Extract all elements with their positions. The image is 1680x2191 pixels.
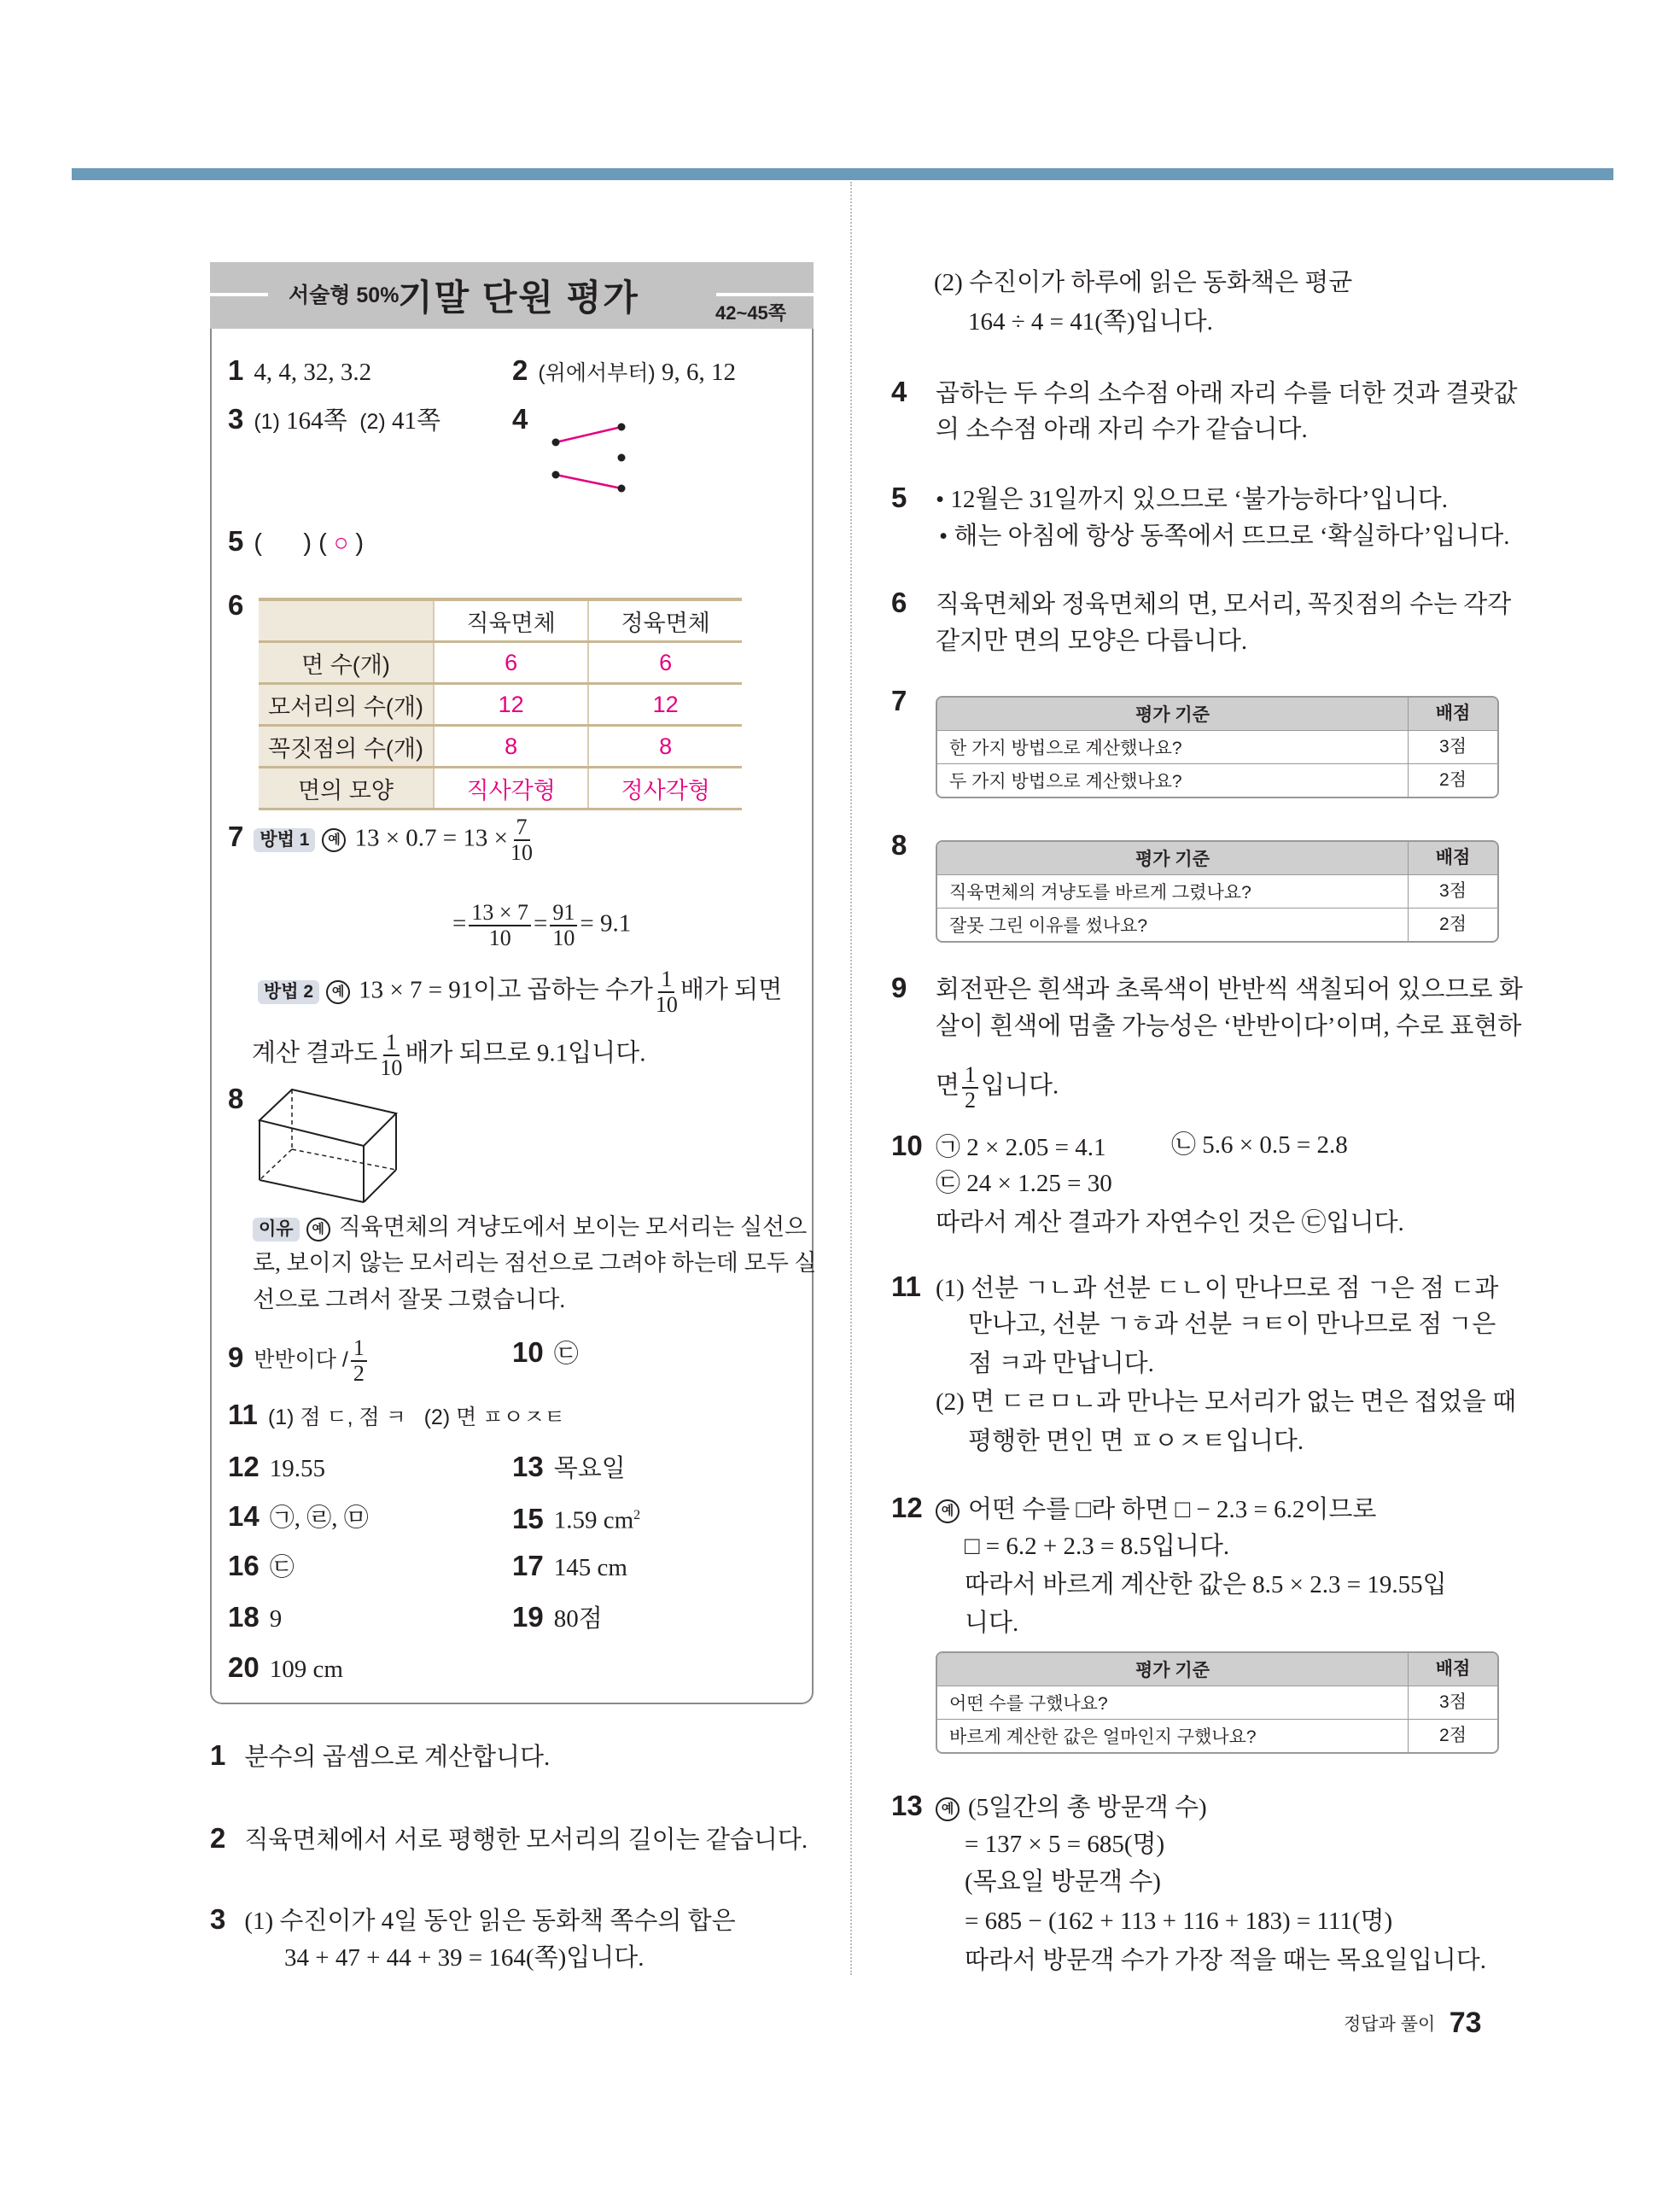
- answer-text: 109 cm: [269, 1656, 343, 1683]
- text-line: • 해는 아침에 항상 동쪽에서 뜨므로 ‘확실하다’입니다.: [939, 523, 1510, 550]
- fraction: [962, 1063, 978, 1113]
- rubric-table-7: [936, 696, 1499, 798]
- fraction: [510, 815, 533, 865]
- answer-text: 목요일: [553, 1455, 626, 1482]
- numerator: 91: [550, 901, 577, 926]
- rubric-header: [937, 842, 1497, 874]
- numerator: 1: [383, 1031, 400, 1056]
- rubric-header-points: 배점: [1408, 842, 1497, 874]
- table-row: [259, 726, 742, 768]
- explanation-number: 5: [891, 482, 907, 513]
- text-line: □ = 6.2 + 2.3 = 8.5입니다.: [965, 1533, 1230, 1560]
- fraction: [469, 901, 531, 950]
- expression: =: [452, 909, 467, 938]
- table-header: 직육면체: [434, 599, 588, 642]
- numerator: 13 × 7: [469, 901, 531, 926]
- rubric-criteria: 두 가지 방법으로 계산했나요?: [949, 772, 1182, 792]
- expression: = 9.1: [580, 909, 632, 938]
- denominator: 10: [380, 1055, 403, 1080]
- rubric-table-8: [936, 840, 1499, 943]
- denominator: 10: [655, 992, 678, 1017]
- answer-number: 17: [512, 1550, 544, 1581]
- answer-2: [512, 354, 736, 389]
- table-cell: 8: [588, 726, 742, 768]
- answer-number: 2: [512, 354, 528, 386]
- answer-4: [512, 403, 538, 436]
- explanation-number: 13: [891, 1790, 923, 1821]
- answer-number: 8: [228, 1083, 244, 1114]
- answer-text: ㉠, ㉣, ㉤: [269, 1504, 369, 1532]
- answer-15: [512, 1500, 640, 1536]
- table-header: 정육면체: [588, 599, 742, 642]
- fraction: [656, 967, 678, 1017]
- table-cell: [259, 599, 434, 642]
- explanation-8: [891, 829, 917, 862]
- answer-number: 1: [228, 354, 244, 386]
- explanation-number: 1: [210, 1739, 226, 1771]
- answer-number: 19: [512, 1601, 544, 1633]
- numerator: 1: [658, 967, 674, 993]
- answer-text: ㉢: [269, 1554, 295, 1581]
- method-1-tag: 방법 1: [254, 828, 315, 852]
- table-cell: 정사각형: [588, 768, 742, 809]
- text-line: 만나고, 선분 ㄱㅎ과 선분 ㅋㅌ이 만나므로 점 ㄱ은: [968, 1311, 1496, 1338]
- explanation-number: 12: [891, 1492, 923, 1523]
- superscript: 2: [633, 1508, 641, 1522]
- method-2-tag: 방법 2: [258, 980, 319, 1004]
- answer-11: [228, 1399, 565, 1433]
- row-label: 꼭짓점의 수(개): [259, 726, 434, 768]
- explanation-9-line-3: [936, 1063, 1059, 1113]
- rubric-points: 3점: [1408, 875, 1497, 908]
- example-mark: 예: [306, 1218, 330, 1242]
- answer-17: [512, 1550, 627, 1583]
- header-line-right: [716, 293, 814, 296]
- numerator: 1: [351, 1336, 367, 1362]
- text-line: = 137 × 5 = 685(명): [965, 1831, 1165, 1858]
- answer-text: 41쪽: [392, 407, 441, 435]
- page-number: 73: [1449, 2007, 1482, 2039]
- denominator: 10: [488, 926, 511, 950]
- table-cell: 8: [434, 726, 588, 768]
- paren: (: [318, 529, 327, 557]
- table-cell: 6: [434, 642, 588, 684]
- text-line: 점 ㅋ과 만납니다.: [968, 1350, 1154, 1377]
- answer-number: 18: [228, 1601, 260, 1633]
- text-line: ㉡ 5.6 × 0.5 = 2.8: [1171, 1131, 1348, 1159]
- text-line: 니다.: [965, 1610, 1019, 1637]
- row-label: 면의 모양: [259, 768, 434, 809]
- answer-text: 145 cm: [553, 1554, 627, 1581]
- answer-number: 4: [512, 403, 528, 435]
- answer-number: 14: [228, 1500, 260, 1532]
- rubric-criteria: 바르게 계산한 값은 얼마인지 구했나요?: [949, 1727, 1257, 1747]
- matching-lines-diagram: [546, 418, 632, 500]
- text-line: 살이 흰색에 멈출 가능성은 ‘반반이다’이며, 수로 표현하: [936, 1013, 1522, 1040]
- text-line: 분수의 곱셈으로 계산합니다.: [244, 1744, 551, 1771]
- answer-text: 반반이다 /: [254, 1347, 348, 1372]
- answer-8-reason: [253, 1212, 807, 1242]
- expression: 13 × 0.7 = 13 ×: [354, 824, 509, 852]
- answer-6: [228, 589, 254, 622]
- text-line: (1) 수진이가 4일 동안 읽은 동화책 쪽수의 합은: [244, 1908, 736, 1935]
- numerator: 1: [962, 1063, 978, 1089]
- text-line: • 12월은 31일까지 있으므로 ‘불가능하다’입니다.: [936, 486, 1448, 513]
- explanation-number: 4: [891, 376, 907, 407]
- text-line: (2) 수진이가 하루에 읽은 동화책은 평균: [934, 269, 1353, 296]
- answer-number: 5: [228, 525, 244, 557]
- rubric-criteria: 어떤 수를 구했나요?: [949, 1694, 1108, 1714]
- rubric-points: 2점: [1408, 764, 1497, 797]
- text-line: 입니다.: [981, 1072, 1059, 1100]
- example-mark: 예: [936, 1499, 960, 1523]
- expression: =: [534, 909, 548, 938]
- rubric-row: [937, 874, 1497, 908]
- answer-number: 9: [228, 1341, 244, 1373]
- answer-7-line-4: [252, 1031, 645, 1080]
- answer-20: [228, 1651, 343, 1685]
- top-accent-bar: [72, 168, 1613, 180]
- text-line: 로, 보이지 않는 모서리는 점선으로 그려야 하는데 모두 실: [253, 1250, 817, 1276]
- explanation-5: [891, 482, 1448, 515]
- row-label: 모서리의 수(개): [259, 684, 434, 726]
- text-line: ㉠ 2 × 2.05 = 4.1: [936, 1134, 1106, 1161]
- text-line: (2) 면 ㄷㄹㅁㄴ과 만나는 모서리가 없는 면은 접었을 때: [936, 1388, 1517, 1416]
- page-title: 기말 단원 평가: [398, 278, 639, 318]
- text-line: 164 ÷ 4 = 41(쪽)입니다.: [968, 308, 1213, 336]
- rubric-row: [937, 763, 1497, 797]
- denominator: 2: [353, 1361, 365, 1386]
- explanation-number: 9: [891, 972, 907, 1003]
- answer-1: [228, 354, 371, 388]
- column-divider: [850, 182, 852, 1975]
- answer-5: [228, 525, 364, 558]
- answer-16: [228, 1550, 295, 1583]
- example-mark: 예: [322, 828, 346, 852]
- text-line: 따라서 계산 결과가 자연수인 것은 ㉢입니다.: [936, 1209, 1404, 1236]
- text-line: 면: [936, 1072, 960, 1100]
- rubric-row: [937, 730, 1497, 763]
- explanation-3: [210, 1903, 736, 1937]
- table-cell: 직사각형: [434, 768, 588, 809]
- fraction: [550, 901, 577, 950]
- rubric-header-criteria: 평가 기준: [1135, 850, 1210, 869]
- text-line: 곱하는 두 수의 소수점 아래 자리 수를 더한 것과 결괏값: [936, 380, 1518, 407]
- rubric-header-points: 배점: [1408, 1653, 1497, 1686]
- text-line: 따라서 바르게 계산한 값은 8.5 × 2.3 = 19.55입: [965, 1571, 1447, 1598]
- explanation-4: [891, 376, 1518, 409]
- table-cell: 12: [588, 684, 742, 726]
- text-line: ㉢ 24 × 1.25 = 30: [936, 1170, 1112, 1197]
- answer-number: 20: [228, 1651, 260, 1683]
- rubric-points: 2점: [1408, 1720, 1497, 1752]
- answer-number: 7: [228, 820, 244, 852]
- page-range: 42~45쪽: [715, 302, 787, 324]
- answer-3: [228, 403, 440, 437]
- answer-text: 19.55: [269, 1455, 325, 1482]
- rubric-criteria: 한 가지 방법으로 계산했나요?: [949, 739, 1182, 758]
- answer-text: 9, 6, 12: [662, 359, 737, 386]
- answer-number: 15: [512, 1502, 544, 1534]
- answer-10: [512, 1336, 579, 1370]
- explanation-number: 11: [891, 1271, 921, 1302]
- paren: ): [355, 529, 365, 557]
- answer-13: [512, 1451, 626, 1484]
- explanation-number: 3: [210, 1903, 226, 1935]
- expression: 배가 되면: [680, 976, 783, 1004]
- answer-text: (1) 점 ㄷ, 점 ㅋ (2) 면 ㅍㅇㅈㅌ: [267, 1405, 565, 1429]
- example-mark: 예: [936, 1797, 960, 1821]
- text-line: 따라서 방문객 수가 가장 적을 때는 목요일입니다.: [965, 1947, 1487, 1974]
- reason-tag: 이유: [253, 1218, 300, 1242]
- numerator: 7: [514, 815, 530, 841]
- rubric-criteria: 잘못 그린 이유를 썼나요?: [949, 916, 1148, 936]
- rubric-header-criteria: 평가 기준: [1135, 705, 1210, 725]
- answer-18: [228, 1601, 282, 1634]
- explanation-2: [210, 1822, 808, 1855]
- cuboid-sketch: [256, 1086, 401, 1206]
- explanation-6: [891, 587, 1511, 620]
- answer-7-line-2: [452, 901, 631, 950]
- explanation-1: [210, 1739, 550, 1773]
- part-label: (2): [359, 410, 386, 434]
- answer-9: [228, 1336, 370, 1386]
- table-row: [259, 768, 742, 809]
- explanation-7: [891, 685, 917, 718]
- answer-number: 11: [228, 1399, 258, 1430]
- text-line: 선으로 그려서 잘못 그렸습니다.: [253, 1287, 566, 1312]
- answer-7-line-1: [228, 815, 535, 865]
- text-line: = 685 − (162 + 113 + 116 + 183) = 111(명): [965, 1908, 1393, 1935]
- answer-number: 3: [228, 403, 244, 435]
- table-cell: 12: [434, 684, 588, 726]
- rubric-header-criteria: 평가 기준: [1135, 1661, 1210, 1680]
- text-line: 직육면체에서 서로 평행한 모서리의 길이는 같습니다.: [244, 1826, 808, 1854]
- explanation-number: 2: [210, 1822, 226, 1854]
- answer-8: [228, 1083, 254, 1116]
- rubric-header: [937, 698, 1497, 730]
- table-row: [259, 642, 742, 684]
- answer-text: ㉢: [553, 1341, 579, 1368]
- fraction: [351, 1336, 367, 1386]
- table-cell: 6: [588, 642, 742, 684]
- text-line: 직육면체와 정육면체의 면, 모서리, 꼭짓점의 수는 각각: [936, 591, 1512, 618]
- explanation-number: 10: [891, 1130, 923, 1161]
- explanation-11: [891, 1271, 1498, 1304]
- denominator: 10: [552, 926, 575, 950]
- text-line: 직육면체의 겨냥도에서 보이는 모서리는 실선으: [338, 1214, 808, 1240]
- answer-number: 6: [228, 589, 244, 621]
- answer-text: 164쪽: [286, 407, 347, 435]
- fraction: [380, 1031, 402, 1080]
- text-line: 회전판은 흰색과 초록색이 반반씩 색칠되어 있으므로 화: [936, 976, 1523, 1003]
- expression: 계산 결과도: [252, 1039, 378, 1067]
- explanation-12: [891, 1492, 1376, 1525]
- explanation-9: [891, 972, 1523, 1005]
- rubric-row: [937, 1719, 1497, 1752]
- explanation-number: 7: [891, 685, 907, 716]
- header-line-left: [210, 293, 268, 296]
- table-row: [259, 684, 742, 726]
- explanation-13: [891, 1790, 1207, 1823]
- answer-text: 1.59 cm: [553, 1506, 634, 1534]
- denominator: 2: [965, 1088, 977, 1113]
- circle-mark: ○: [333, 529, 349, 557]
- answer-number: 12: [228, 1451, 260, 1482]
- denominator: 10: [510, 840, 534, 865]
- answer-prefix: (위에서부터): [538, 361, 656, 385]
- explanation-number: 6: [891, 587, 907, 618]
- page-footer: [1344, 2007, 1482, 2040]
- part-label: (1): [254, 410, 280, 434]
- rubric-row: [937, 1686, 1497, 1719]
- rubric-points: 3점: [1408, 1686, 1497, 1719]
- expression: 배가 되므로 9.1입니다.: [405, 1039, 646, 1067]
- example-mark: 예: [326, 980, 350, 1004]
- rubric-header-points: 배점: [1408, 698, 1497, 730]
- expression: 13 × 7 = 91이고 곱하는 수가: [359, 976, 653, 1004]
- explanation-10: [891, 1130, 1105, 1163]
- polyhedron-table: [259, 598, 742, 810]
- answer-text: 4, 4, 32, 3.2: [254, 359, 372, 386]
- text-line: (5일간의 총 방문객 수): [968, 1794, 1207, 1821]
- header-badge: 서술형 50%: [289, 283, 400, 307]
- footer-label: 정답과 풀이: [1344, 2014, 1436, 2035]
- answer-text: 80점: [553, 1605, 603, 1633]
- empty-choice: ( ): [254, 529, 312, 557]
- rubric-header: [937, 1653, 1497, 1686]
- explanation-number: 8: [891, 829, 907, 861]
- text-line: (목요일 방문객 수): [965, 1868, 1161, 1896]
- row-label: 면 수(개): [259, 642, 434, 684]
- rubric-row: [937, 908, 1497, 941]
- answer-7-line-3: [258, 967, 782, 1017]
- text-line: 의 소수점 아래 자리 수가 같습니다.: [936, 416, 1308, 443]
- text-line: 같지만 면의 모양은 다릅니다.: [936, 628, 1248, 655]
- text-line: 어떤 수를 □라 하면 □ − 2.3 = 6.2이므로: [968, 1496, 1377, 1523]
- rubric-table-12: [936, 1651, 1499, 1754]
- rubric-criteria: 직육면체의 겨냥도를 바르게 그렸나요?: [949, 883, 1251, 903]
- rubric-points: 3점: [1408, 731, 1497, 763]
- answer-12: [228, 1451, 325, 1484]
- text-line: (1) 선분 ㄱㄴ과 선분 ㄷㄴ이 만나므로 점 ㄱ은 점 ㄷ과: [936, 1275, 1499, 1302]
- answer-text: 9: [269, 1605, 283, 1633]
- table-header-row: [259, 599, 742, 642]
- text-line: 평행한 면인 면 ㅍㅇㅈㅌ입니다.: [968, 1428, 1304, 1455]
- answer-14: [228, 1500, 369, 1534]
- rubric-points: 2점: [1408, 909, 1497, 941]
- text-line: 34 + 47 + 44 + 39 = 164(쪽)입니다.: [284, 1944, 645, 1972]
- answer-number: 16: [228, 1550, 260, 1581]
- answer-number: 10: [512, 1336, 544, 1368]
- answer-number: 13: [512, 1451, 544, 1482]
- answer-19: [512, 1601, 603, 1634]
